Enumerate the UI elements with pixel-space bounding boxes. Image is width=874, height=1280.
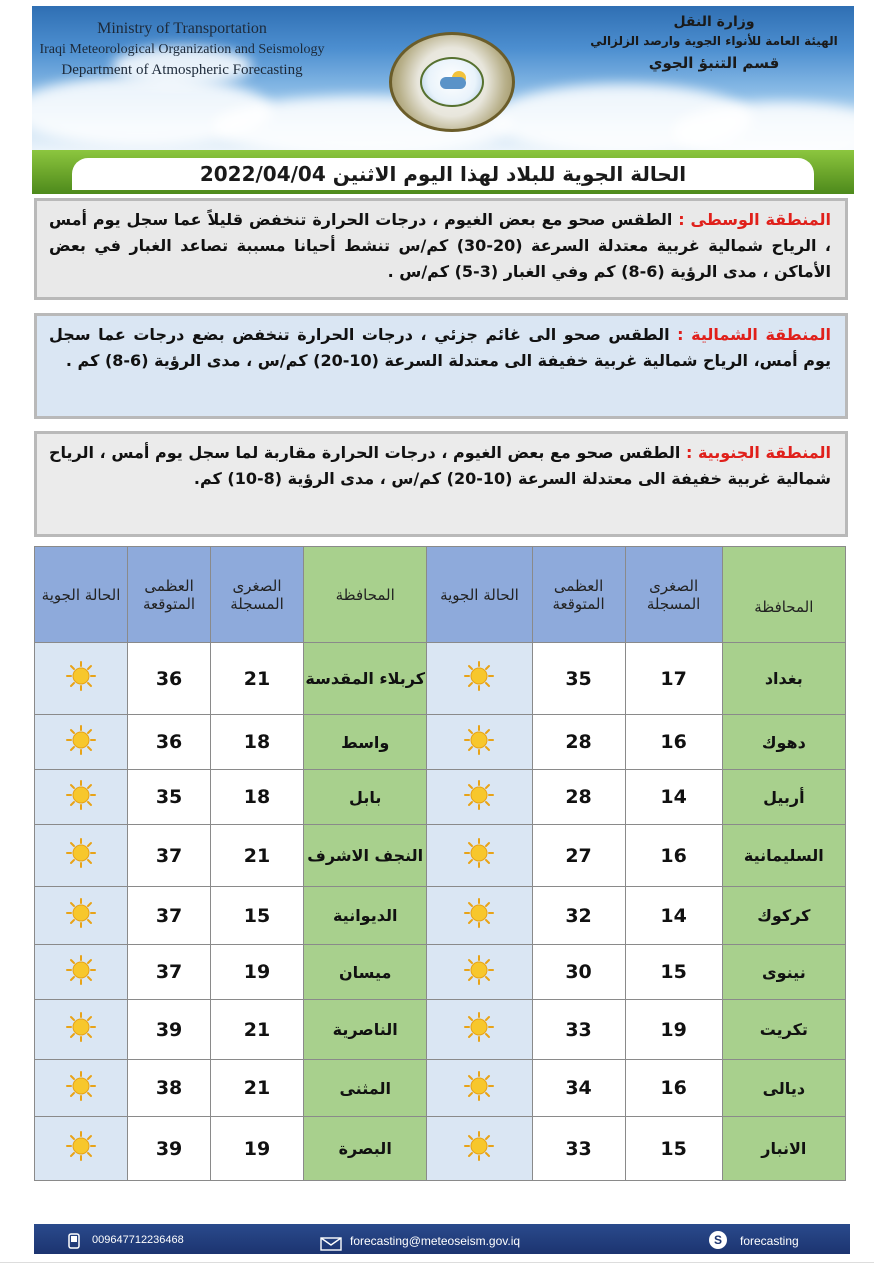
max-temp-cell: 30 <box>532 945 625 1000</box>
weather-state-cell <box>35 643 128 715</box>
min-temp-cell: 16 <box>625 1060 722 1117</box>
email-icon <box>320 1236 342 1254</box>
col-header-province: المحافظة <box>722 547 845 643</box>
min-temp-cell: 17 <box>625 643 722 715</box>
title-bar <box>32 150 854 194</box>
sun-icon <box>66 793 96 815</box>
weather-state-cell <box>35 945 128 1000</box>
min-temp-cell: 21 <box>211 643 304 715</box>
province-cell: كركوك <box>722 887 845 945</box>
col-header-state: الحالة الجوية <box>427 547 532 643</box>
table-row <box>35 1000 846 1060</box>
header-banner <box>32 6 854 150</box>
weather-state-cell <box>427 1000 532 1060</box>
table-header-row <box>35 547 846 643</box>
sun-icon <box>464 968 494 990</box>
max-temp-cell: 37 <box>128 887 211 945</box>
province-cell: البصرة <box>304 1117 427 1181</box>
header-arabic <box>584 14 844 72</box>
region-central-text: الطقس صحو مع بعض الغيوم ، درجات الحرارة تنخفض قليلاً عما سجل يوم أمس ، الرياح شمالية غربية معتدلة السرعة (20-30) كم/س تنشط أحيانا مسببة تصاعد الغبار في بعض الأماكن ، مدى الرؤية (6-8) كم وفي الغبار (3-5) كم/س . <box>49 210 832 281</box>
max-temp-cell: 33 <box>532 1000 625 1060</box>
region-central-name: المنطقة الوسطى : <box>678 210 831 229</box>
phone-icon <box>68 1233 80 1253</box>
min-temp-cell: 15 <box>625 1117 722 1181</box>
ministry-name-ar: وزارة النقل <box>673 14 755 30</box>
skype-icon <box>708 1230 728 1254</box>
max-temp-cell: 33 <box>532 1117 625 1181</box>
max-temp-cell: 36 <box>128 715 211 770</box>
province-cell: الديوانية <box>304 887 427 945</box>
region-south <box>34 431 848 537</box>
region-south-text: الطقس صحو مع بعض الغيوم ، درجات الحرارة مقاربة لما سجل يوم أمس ، الرياح شمالية غربية خفيفة الى معتدلة السرعة (10-20) كم/س ، مدى الرؤية (8-10) كم. <box>49 443 831 488</box>
sun-icon <box>66 968 96 990</box>
max-temp-cell: 36 <box>128 643 211 715</box>
table-body <box>35 643 846 1181</box>
min-temp-cell: 19 <box>211 945 304 1000</box>
svg-text:S: S <box>713 1233 723 1247</box>
min-temp-cell: 18 <box>211 715 304 770</box>
footer-bar <box>34 1224 850 1254</box>
table-row <box>35 770 846 825</box>
weather-state-cell <box>35 715 128 770</box>
weather-table <box>34 546 846 1181</box>
sun-icon <box>464 738 494 760</box>
weather-state-cell <box>427 1060 532 1117</box>
sun-icon <box>66 1144 96 1166</box>
weather-state-cell <box>427 1117 532 1181</box>
table-row <box>35 1060 846 1117</box>
max-temp-cell: 28 <box>532 715 625 770</box>
province-cell: كربلاء المقدسة <box>304 643 427 715</box>
col-header-state: الحالة الجوية <box>35 547 128 643</box>
min-temp-cell: 15 <box>625 945 722 1000</box>
weather-state-cell <box>427 887 532 945</box>
header-english <box>32 20 332 79</box>
sun-icon <box>464 793 494 815</box>
department-name-en: Department of Atmospheric Forecasting <box>61 62 303 78</box>
weather-state-cell <box>35 1117 128 1181</box>
page-title: الحالة الجوية للبلاد لهذا اليوم الاثنين 2022/04/04 <box>199 162 687 186</box>
sun-icon <box>66 851 96 873</box>
sun-icon <box>66 1084 96 1106</box>
province-cell: ميسان <box>304 945 427 1000</box>
page-bottom-divider <box>0 1262 874 1263</box>
department-name-ar: قسم التنبؤ الجوي <box>648 54 780 72</box>
organization-name-ar: الهيئة العامة للأنواء الجوية وارصد الزلزالي <box>590 34 838 48</box>
table-row <box>35 643 846 715</box>
table-row <box>35 887 846 945</box>
province-cell: الناصرية <box>304 1000 427 1060</box>
sun-icon <box>464 851 494 873</box>
sun-icon <box>464 1084 494 1106</box>
min-temp-cell: 14 <box>625 770 722 825</box>
table-row <box>35 945 846 1000</box>
sun-icon <box>66 738 96 760</box>
footer-skype[interactable]: forecasting <box>740 1234 799 1248</box>
max-temp-cell: 35 <box>532 643 625 715</box>
max-temp-cell: 27 <box>532 825 625 887</box>
province-cell: ديالى <box>722 1060 845 1117</box>
max-temp-cell: 37 <box>128 825 211 887</box>
min-temp-cell: 14 <box>625 887 722 945</box>
footer-email[interactable]: forecasting@meteoseism.gov.iq <box>350 1234 521 1248</box>
province-cell: بابل <box>304 770 427 825</box>
min-temp-cell: 16 <box>625 715 722 770</box>
sun-icon <box>66 674 96 696</box>
region-south-name: المنطقة الجنوبية : <box>685 443 831 462</box>
min-temp-cell: 16 <box>625 825 722 887</box>
table-row <box>35 715 846 770</box>
col-header-min: الصغرى المسجلة <box>625 547 722 643</box>
min-temp-cell: 21 <box>211 1060 304 1117</box>
footer-phone: 009647712236468 <box>92 1234 184 1246</box>
max-temp-cell: 34 <box>532 1060 625 1117</box>
province-cell: بغداد <box>722 643 845 715</box>
sun-icon <box>66 1025 96 1047</box>
sun-icon <box>66 911 96 933</box>
weather-state-cell <box>35 825 128 887</box>
max-temp-cell: 39 <box>128 1000 211 1060</box>
province-cell: واسط <box>304 715 427 770</box>
region-north-text: الطقس صحو الى غائم جزئي ، درجات الحرارة تنخفض بضع درجات عما سجل يوم أمس، الرياح شمالية غربية خفيفة الى معتدلة السرعة (10-20) كم/س ، مدى الرؤية (6-8) كم . <box>49 325 831 370</box>
province-cell: نينوى <box>722 945 845 1000</box>
region-north <box>34 313 848 419</box>
province-cell: تكريت <box>722 1000 845 1060</box>
province-cell: الانبار <box>722 1117 845 1181</box>
weather-state-cell <box>35 1000 128 1060</box>
max-temp-cell: 35 <box>128 770 211 825</box>
sun-icon <box>464 1025 494 1047</box>
region-central <box>34 198 848 300</box>
weather-state-cell <box>427 945 532 1000</box>
sun-icon <box>464 674 494 696</box>
min-temp-cell: 18 <box>211 770 304 825</box>
table-row <box>35 825 846 887</box>
weather-state-cell <box>427 770 532 825</box>
region-north-name: المنطقة الشمالية : <box>677 325 832 344</box>
weather-state-cell <box>35 770 128 825</box>
max-temp-cell: 39 <box>128 1117 211 1181</box>
sun-icon <box>464 911 494 933</box>
max-temp-cell: 32 <box>532 887 625 945</box>
min-temp-cell: 21 <box>211 825 304 887</box>
weather-state-cell <box>35 887 128 945</box>
max-temp-cell: 38 <box>128 1060 211 1117</box>
organization-seal-icon <box>389 32 515 132</box>
ministry-name-en: Ministry of Transportation <box>97 20 267 37</box>
max-temp-cell: 28 <box>532 770 625 825</box>
organization-name-en: Iraqi Meteorological Organization and Seismology <box>39 42 325 57</box>
col-header-min: الصغرى المسجلة <box>211 547 304 643</box>
col-header-max: العظمى المتوقعة <box>128 547 211 643</box>
col-header-province: المحافظة <box>304 547 427 643</box>
weather-state-cell <box>35 1060 128 1117</box>
max-temp-cell: 37 <box>128 945 211 1000</box>
province-cell: المثنى <box>304 1060 427 1117</box>
min-temp-cell: 19 <box>625 1000 722 1060</box>
province-cell: دهوك <box>722 715 845 770</box>
min-temp-cell: 19 <box>211 1117 304 1181</box>
weather-state-cell <box>427 715 532 770</box>
weather-state-cell <box>427 825 532 887</box>
sun-icon <box>464 1144 494 1166</box>
table-row <box>35 1117 846 1181</box>
weather-state-cell <box>427 643 532 715</box>
col-header-max: العظمى المتوقعة <box>532 547 625 643</box>
min-temp-cell: 15 <box>211 887 304 945</box>
province-cell: النجف الاشرف <box>304 825 427 887</box>
province-cell: السليمانية <box>722 825 845 887</box>
min-temp-cell: 21 <box>211 1000 304 1060</box>
province-cell: أربيل <box>722 770 845 825</box>
